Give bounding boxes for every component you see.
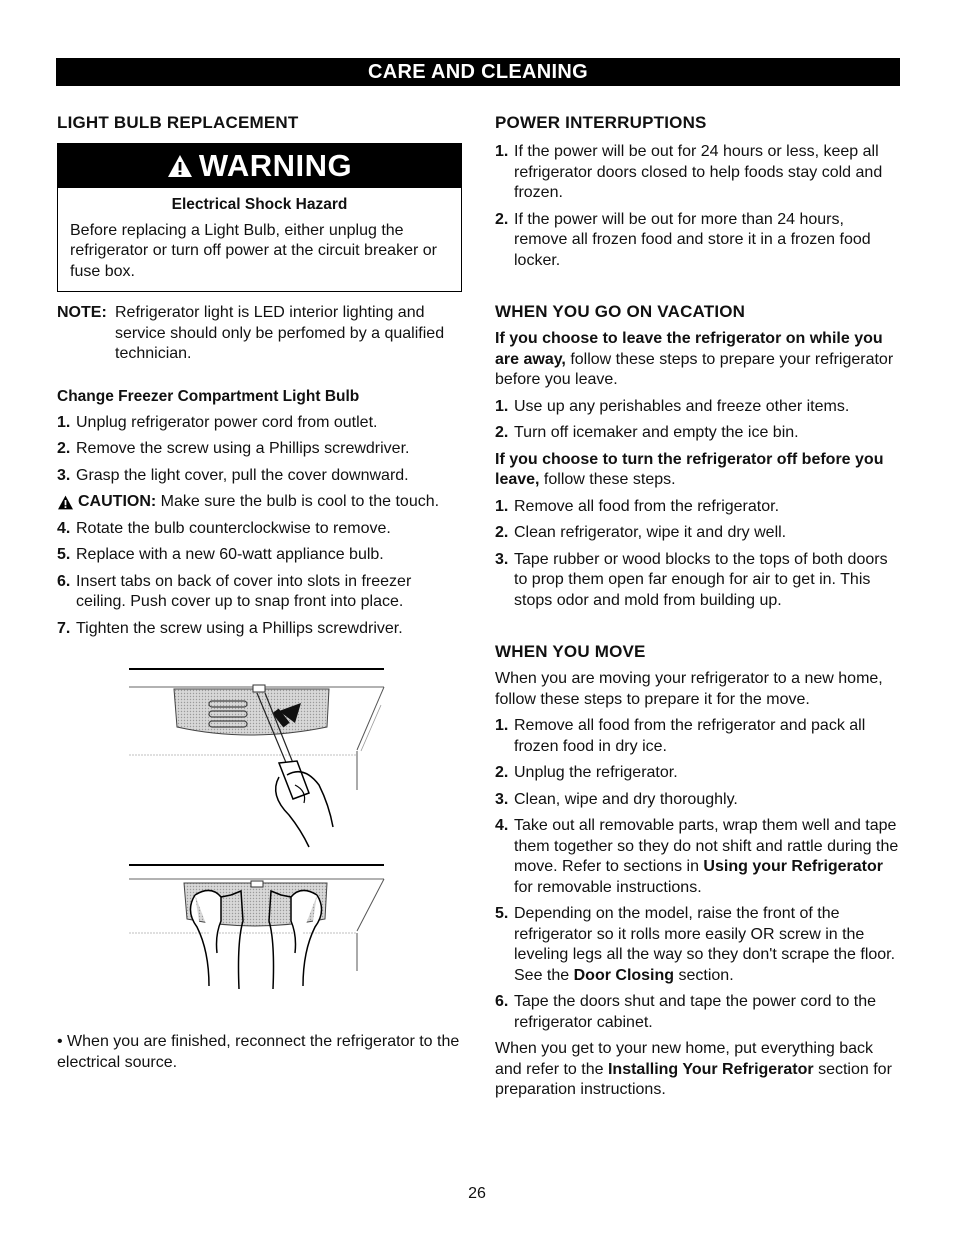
move-steps-list: [495, 716, 900, 1033]
screwdriver-illustration: [129, 665, 389, 857]
list-item: 1. Remove all food from the refrigerator and pack all frozen food in dry ice.: [495, 717, 866, 755]
note-text: Refrigerator light is LED interior lighting and service should only be perfomed by a qualified technician.: [115, 304, 445, 362]
right-column: [495, 112, 900, 1101]
caution-label: CAUTION:: [78, 493, 157, 510]
warning-text: Before replacing a Light Bulb, either unplug the refrigerator or turn off power at the circuit breaker or fuse box.: [70, 221, 437, 280]
note: [57, 303, 462, 365]
caution-triangle-icon: [57, 495, 74, 510]
list-item: 4. Take out all removable parts, wrap them well and tape them together so they do not shift and rattle during the move. Refer to sections in Using your Refrigerator for removable instructions.: [495, 817, 899, 896]
vacation-intro-2: If you choose to turn the refrigerator off before you leave, follow these steps.: [495, 450, 884, 488]
warning-subtitle: Electrical Shock Hazard: [171, 196, 348, 213]
screwdriver-hand-illustration: [129, 665, 389, 850]
warning-header: [58, 144, 461, 188]
warning-triangle-icon: [167, 154, 193, 178]
list-item: 5. Depending on the model, raise the front of the refrigerator so it rolls more easily OR screw in the leveling legs all the way so they don't scrape the floor. See the Door Closing section.: [495, 905, 896, 984]
list-item: 6. Tape the doors shut and tape the power cord to the refrigerator cabinet.: [495, 993, 877, 1031]
finish-note: • When you are finished, reconnect the refrigerator to the electrical source.: [57, 1033, 460, 1071]
section-banner: CARE AND CLEANING: [56, 58, 900, 86]
list-item: 2. Clean refrigerator, wipe it and dry well.: [495, 524, 787, 541]
bulb-steps-list-b: [57, 519, 462, 640]
move-heading: WHEN YOU MOVE: [495, 642, 646, 661]
vacation-intro-1: If you choose to leave the refrigerator on while you are away, follow these steps to prepare your refrigerator before you leave.: [495, 330, 894, 388]
list-item: 2. Turn off icemaker and empty the ice bin.: [495, 424, 799, 441]
vacation-steps-list-1: [495, 397, 900, 444]
warning-box: [57, 143, 462, 292]
power-heading: POWER INTERRUPTIONS: [495, 113, 707, 132]
list-item: 3. Tape rubber or wood blocks to the tops of both doors to prop them open far enough for air to get in. This stops odor and mold from building up.: [495, 550, 888, 609]
list-item: 3. Clean, wipe and dry thoroughly.: [495, 790, 738, 808]
list-item: 1. Remove all food from the refrigerator.: [495, 497, 780, 515]
list-item: 7. Tighten the screw using a Phillips screwdriver.: [57, 619, 403, 637]
bulb-steps-list-a: [57, 413, 462, 487]
left-column: [57, 112, 462, 1073]
door-closing-ref: Door Closing: [573, 966, 675, 984]
caution-text: Make sure the bulb is cool to the touch.: [160, 493, 440, 510]
caution: [57, 492, 462, 513]
note-label: NOTE:: [57, 304, 107, 321]
list-item: 2. Remove the screw using a Phillips screwdriver.: [57, 440, 410, 457]
list-item: 5. Replace with a new 60-watt appliance bulb.: [57, 546, 384, 563]
vacation-steps-list-2: [495, 497, 900, 612]
hands-illustration: [129, 861, 389, 1013]
vacation-heading: WHEN YOU GO ON VACATION: [495, 302, 746, 321]
using-your-refrigerator-ref: Using your Refrigerator: [703, 858, 884, 875]
list-item: 2. Unplug the refrigerator.: [495, 764, 678, 781]
list-item: 1. Use up any perishables and freeze other items.: [495, 397, 850, 415]
list-item: 4. Rotate the bulb counterclockwise to remove.: [57, 519, 391, 537]
move-outro: When you get to your new home, put everything back and refer to the Installing Your Refrigerator section for preparation instructions.: [495, 1040, 892, 1098]
list-item: 6. Insert tabs on back of cover into slots in freezer ceiling. Push cover up to snap front into place.: [57, 572, 412, 610]
list-item: 1. If the power will be out for 24 hours or less, keep all refrigerator doors closed to help foods stay cold and frozen.: [495, 143, 883, 201]
list-item: 3. Grasp the light cover, pull the cover downward.: [57, 466, 409, 484]
list-item: 2. If the power will be out for more than 24 hours, remove all frozen food and store it in a frozen food locker.: [495, 210, 871, 269]
list-item: 1. Unplug refrigerator power cord from outlet.: [57, 413, 378, 431]
page-number: 26: [468, 1185, 486, 1202]
light-bulb-heading: LIGHT BULB REPLACEMENT: [57, 113, 299, 132]
power-steps-list: [495, 142, 900, 271]
move-intro: When you are moving your refrigerator to a new home, follow these steps to prepare it for the move.: [495, 670, 883, 708]
change-bulb-subheading: Change Freezer Compartment Light Bulb: [57, 387, 360, 405]
installing-ref: Installing Your Refrigerator: [607, 1060, 814, 1078]
warning-title: WARNING: [198, 147, 353, 183]
hands-cover-illustration: [129, 861, 389, 1006]
